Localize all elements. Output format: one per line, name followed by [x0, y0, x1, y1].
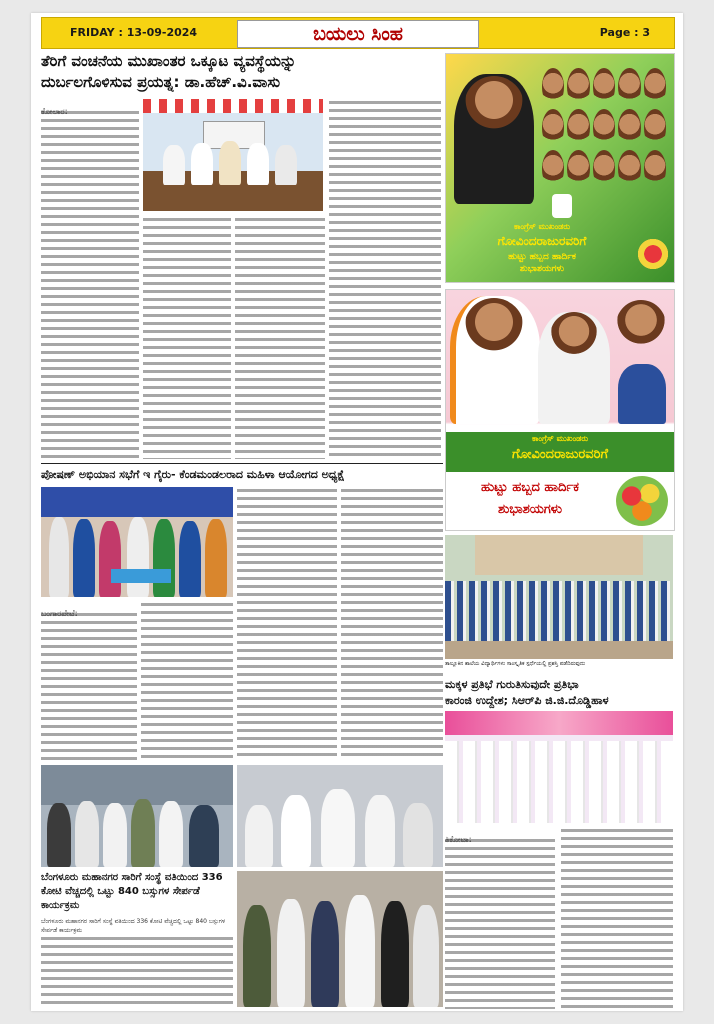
poshan-body-text [341, 487, 443, 761]
decor-balloons [445, 711, 673, 735]
lead-headline-line1: ತೆರಿಗೆ ವಂಚನೆಯ ಮುಖಾಂತರ ಒಕ್ಕೂಟ ವ್ಯವಸ್ಥೆಯನ್ನು [41, 52, 297, 70]
hand-symbol-icon [552, 194, 572, 218]
bus-intro-text: ಬೆಂಗಳೂರು ಮಹಾನಗರ ಸಾರಿಗೆ ಸಂಸ್ಥೆ ವತಿಯಿಂದ 336 ಕೋಟಿ ವೆಚ್ಚದಲ್ಲಿ ಒಟ್ಟು 840 ಬಸ್ಸುಗಳ ಸೇರ್ಪಡೆ ಕಾರ್ಯಕ್ರಮ [41, 918, 226, 934]
page-number: Page : 3 [599, 26, 650, 39]
ad1-name: ಗೋವಿಂದರಾಜುರವರಿಗೆ [497, 234, 587, 248]
section-divider [41, 463, 443, 464]
school-caption: ತಾಲ್ಲೂಕಿನ ಶಾಲೆಯ ವಿದ್ಯಾರ್ಥಿಗಳು ಸಾಂಸ್ಕೃತಿಕ ಸ್ಪರ್ಧೆಯಲ್ಲಿ ಪ್ರಶಸ್ತಿ ಪಡೆದಿರುವುದು [445, 661, 586, 667]
bus-intro [41, 917, 233, 1007]
portrait-face [464, 76, 524, 136]
ad2-wish-2: ಶುಭಾಶಯಗಳು [498, 502, 562, 517]
lead-body-text [143, 216, 231, 459]
ad1-wish-2: ಶುಭಾಶಯಗಳು [519, 264, 565, 274]
students-group [445, 581, 673, 641]
lead-column-1 [41, 99, 139, 459]
masthead-title: ಬಯಲು ಸಿಂಹ [237, 20, 479, 48]
bus-photo-1 [41, 765, 233, 867]
bus-photo-2 [237, 765, 443, 867]
poshan-column-1 [41, 601, 233, 761]
decor-banner [143, 99, 323, 113]
poshan-body-text [237, 487, 337, 761]
school-building [475, 535, 643, 575]
lead-body-text [235, 216, 325, 459]
birthday-ad-1 [445, 53, 675, 283]
ad2-name: ಗೋವಿಂದರಾಜುರವರಿಗೆ [511, 447, 609, 462]
poshan-photo [41, 487, 233, 597]
poshan-body-text [141, 601, 233, 761]
portrait-inset-2 [618, 364, 666, 424]
bus-headline: ಬೆಂಗಳೂರು ಮಹಾನಗರ ಸಾರಿಗೆ ಸಂಸ್ಥೆ ವತಿಯಿಂದ 336 ಕೋಟಿ ವೆಚ್ಚದಲ್ಲಿ ಒಟ್ಟು 840 ಬಸ್ಸುಗಳ ಸೇರ್ಪಡೆ ಕಾರ್ಯಕ್ರಮ [41, 872, 223, 911]
portrait-inset-1 [616, 300, 666, 350]
flower-bouquet-icon [638, 234, 668, 274]
ad2-tagline: ಕಾಂಗ್ರೆಸ್ ಮುಖಂಡರು [532, 434, 588, 443]
talent-body-text [561, 827, 673, 1009]
page-header [41, 17, 675, 49]
issue-date: FRIDAY : 13-09-2024 [70, 26, 198, 39]
poshan-headline: ಪೋಷಣ್ ಅಭಿಯಾನ ಸಭೆಗೆ ಇ ಗೈರು- ಕೆಂಡಮಂಡಲರಾದ ಮಹಿಳಾ ಆಯೋಗದ ಅಧ್ಯಕ್ಷೆ [41, 468, 345, 481]
ad1-tagline: ಕಾಂಗ್ರೆಸ್ ಮುಖಂಡರು [514, 222, 570, 231]
school-photo [445, 535, 673, 659]
talent-headline-line2: ಕಾರಂಜಿ ಉದ್ದೇಶ; ಸಿಆರ್‌ಪಿ ಜಿ.ಜಿ.ದೊಡ್ಡಿಹಾಳ [445, 694, 609, 707]
lead-body-text [329, 99, 441, 459]
poshan-body-text [41, 611, 137, 761]
flower-bouquet-icon [616, 476, 668, 526]
backdrop-banner [41, 487, 233, 517]
bus-photo-3 [237, 871, 443, 1007]
portrait-face [464, 298, 524, 358]
lead-body-text [41, 109, 139, 459]
lead-headline [41, 51, 441, 93]
talent-headline [445, 677, 673, 709]
lead-headline-line2: ದುರ್ಬಲಗೊಳಿಸುವ ಪ್ರಯತ್ನ: ಡಾ.ಹೆಚ್.ವಿ.ವಾಸು [41, 73, 281, 91]
bus-body-text [41, 935, 233, 1005]
cake [111, 569, 171, 583]
birthday-ad-2 [445, 289, 675, 531]
ad1-wish-1: ಹುಟ್ಟು ಹಬ್ಬದ ಹಾರ್ದಿಕ [508, 252, 576, 262]
talent-headline-line1: ಮಕ್ಕಳ ಪ್ರತಿಭೆ ಗುರುತಿಸುವುದೇ ಪ್ರತಿಭಾ [445, 678, 579, 691]
supporters-grid [542, 68, 666, 188]
talent-body [445, 827, 673, 1009]
talent-photo [445, 711, 673, 823]
students-group [445, 741, 673, 823]
newspaper-page [31, 13, 683, 1011]
lead-photo [143, 99, 323, 211]
ad2-wish-1: ಹುಟ್ಟು ಹಬ್ಬದ ಹಾರ್ದಿಕ [480, 480, 580, 495]
talent-body-text [445, 837, 555, 1009]
